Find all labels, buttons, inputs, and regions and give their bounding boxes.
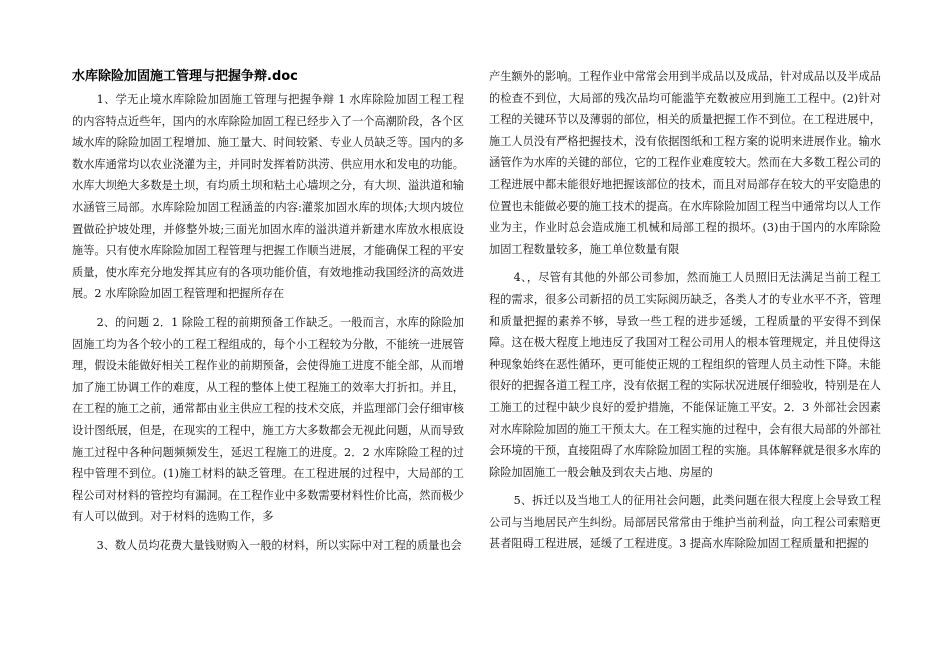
paragraph-2: 2、的问题 2．1 除险工程的前期预备工作缺乏。一般而言，水库的除险加固施工均为各个较小的工程工程组成的，每个小工程较为分散，不能统一进展管理，假设未能做好相关工程作业的前期预备，会使得施工进度不能全部，从而增加了施工协调工作的难度，从工程的整体上使工程施工的效率大打折扣。并且，在工程的施工之前，通常都由业主供应工程的技术交底，并监理部门会仔细审核设计图纸展，但是，在现实的工程中，施工方大多数都会无视此问题，从而导致施工过程中各种问题频频发生，延迟工程施工的进度。2．2 水库除险工程的过程中管理不到位。(1)施工材料的缺乏管理。在工程进展的过程中，大局部的工程公司对材料的管控均有漏洞。在工程作业中多数需要材料性价比高，然而极少有人可以做到。对于材料的选购工作，多 (72, 315, 464, 524)
paragraph-3: 3、数人员均花费大量钱财购入一般的材料，所以实际中对工程的质量也会 (96, 538, 462, 552)
paragraph-5: 5、拆迁以及当地工人的征用社会问题，此类问题在很大程度上会导致工程公司与当地居民产生纠纷。局部居民常常由于维护当前利益，向工程公司索赔更甚者阻碍工程进展，延缓了工程进度。3 提高水库除险加固工程质量和把握的 (489, 494, 881, 551)
right-column (489, 66, 881, 562)
paragraph-1: 1、学无止境水库除险加固施工管理与把握争辩 1 水库除险加固工程工程的内容特点近些年，国内的水库除险加固工程已经步入了一个高潮阶段，各个区域水库的除险加固工程增加、施工量大、时间较紧、专业人员缺乏等。国内的多数水库通常均以农业浇灌为主，并同时发挥着防洪涝、供应用水和发电的功能。水库大坝绝大多数是土坝，有均质土坝和粘土心墙坝之分，有大坝、溢洪道和输水涵管三局部。水库除险加固工程涵盖的内容:灌浆加固水库的坝体;大坝内坡位置做砼护坡处理，并修整外坡;三面光加固水库的溢洪道并新建水库放水根底设施等。只有使水库除险加固工程管理与把握工作顺当进展，才能确保工程的平安质量，使水库充分地发挥其应有的各项功能价值，有效地推动我国经济的高效进展。2 水库除险加固工程管理和把握所存在 (72, 93, 464, 301)
document-title: 水库除险加固施工管理与把握争辩.doc (72, 69, 298, 84)
paragraph-3-continued: 产生额外的影响。工程作业中常常会用到半成品以及成品，针对成品以及半成品的检查不到位，大局部的残次品均可能滥竽充数被应用到施工工程中。(2)针对工程的关键环节以及薄弱的部位，相关的质量把握工作不到位。在工程进展中，施工人员没有严格把握技术，没有依据图纸和工程方案的说明来进展作业。输水涵管作为水库的关键的部位，它的工程作业难度较大。然而在大多数工程公司的工程进展中都未能很好地把握该部位的技术，而且对局部存在较大的平安隐患的位置也未能做必要的施工技术的提高。在水库除险加固工程当中通常均以人工作业为主，作业时总会造成施工机械和局部工程的损坏。(3)由于国内的水库除险加固工程数量较多，施工单位数量有限 (489, 70, 881, 256)
left-column (72, 66, 464, 563)
paragraph-4: 4、，尽管有其他的外部公司参加，然而施工人员照旧无法满足当前工程工程的需求，很多公司新招的员工实际阅历缺乏，各类人才的专业水平不齐，管理和质量把握的素养不够，导致一些工程的进步延缓，工程质量的平安得不到保障。这在极大程度上地违反了我国对工程公司用人的根本管理规定，并且使得这种现象始终在恶性循环，更可能使正规的工程组织的管理人员主动性下降。未能很好的把握各道工程工序，没有依据工程的实际状况进展仔细验收，特别是在人工施工的过程中缺少良好的爱护措施，不能保证施工平安。2．3 外部社会因素对水库除险加固的施工干预太大。在工程实施的过程中，会有很大局部的外部社会环境的干预，直接阻碍了水库除险加固工程的实施。具体解释就是很多水库的除险加固施工一般会触及到农夫占地、房屋的 (489, 271, 881, 479)
